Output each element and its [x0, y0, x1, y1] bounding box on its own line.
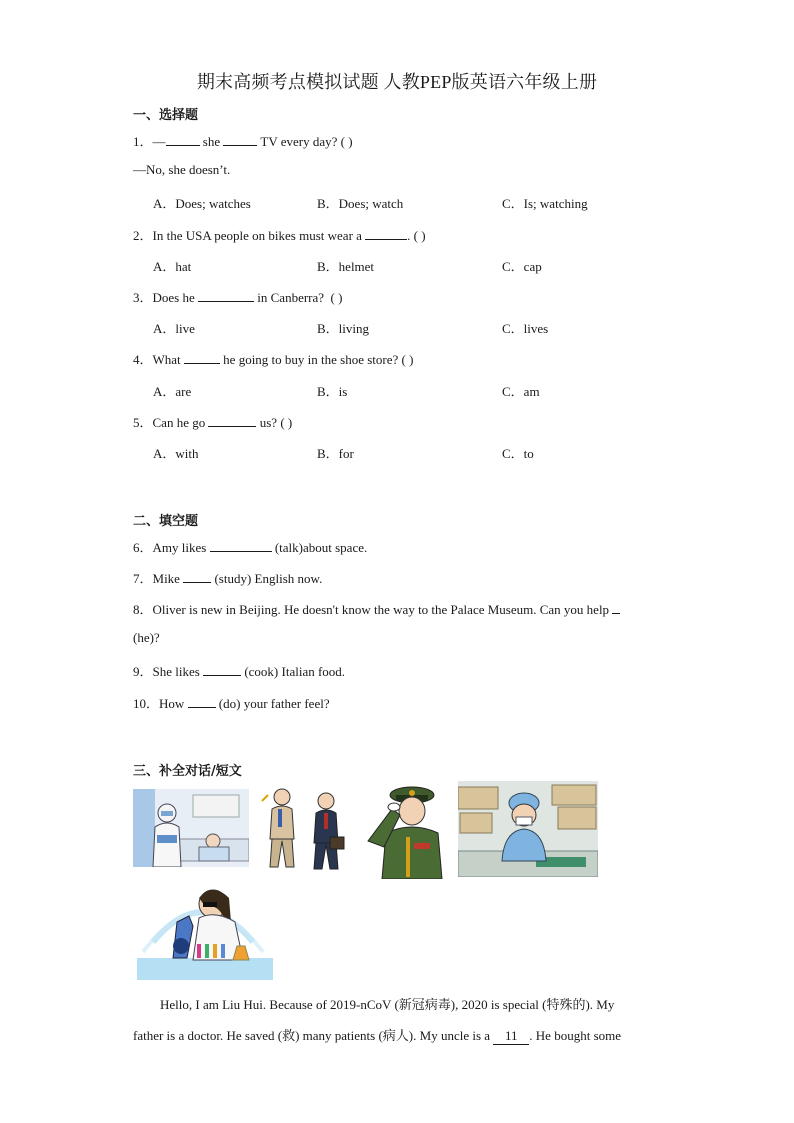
option-4c[interactable]: C．am [502, 384, 540, 399]
option-1b[interactable]: B．Does; watch [317, 196, 404, 211]
answer-blank[interactable] [184, 351, 220, 364]
soldier-image [362, 781, 448, 879]
answer-paren[interactable]: ( ) [340, 134, 353, 149]
answer-blank[interactable] [208, 414, 256, 427]
fill-item-6: 6．Amy likes (talk)about space. [133, 540, 368, 555]
fill-item-7: 7．Mike (study) English now. [133, 571, 323, 586]
option-5c[interactable]: C．to [502, 446, 534, 461]
answer-blank[interactable] [612, 601, 620, 614]
answer-blank[interactable] [166, 133, 200, 146]
answer-blank[interactable] [365, 227, 407, 240]
fill-item-8: 8．Oliver is new in Beijing. He doesn't know the way to the Palace Museum. Can you help [133, 599, 620, 618]
option-1a[interactable]: A．Does; watches [153, 196, 251, 211]
question-1-line2: —No, she doesn’t. [133, 162, 231, 177]
section-heading-2: 二、填空题 [133, 514, 199, 529]
answer-paren[interactable]: ( ) [413, 228, 426, 243]
option-5b[interactable]: B．for [317, 446, 354, 461]
answer-blank[interactable] [198, 289, 254, 302]
option-3c[interactable]: C．lives [502, 321, 549, 336]
section-heading-1: 一、选择题 [133, 108, 199, 123]
section-heading-3: 三、补全对话/短文 [133, 764, 242, 779]
fill-item-8-line2: (he)? [133, 630, 160, 645]
answer-blank[interactable] [203, 663, 241, 676]
option-3a[interactable]: A．live [153, 321, 195, 336]
answer-blank[interactable] [183, 570, 211, 583]
page-title: 期末高频考点模拟试题 人教PEP版英语六年级上册 [196, 72, 598, 92]
passage-line-1: Hello, I am Liu Hui. Because of 2019-nCoV (新冠病毒), 2020 is special (特殊的). My [160, 997, 615, 1012]
doctor-hospital-image [133, 789, 249, 867]
question-3: 3．Does he in Canberra? ( ) [133, 290, 343, 305]
option-4b[interactable]: B．is [317, 384, 348, 399]
option-2b[interactable]: B．helmet [317, 259, 375, 274]
option-1c[interactable]: C．Is; watching [502, 196, 588, 211]
scientist-image [133, 882, 273, 980]
question-4: 4．What he going to buy in the shoe store? ( ) [133, 352, 414, 367]
answer-blank[interactable] [210, 539, 272, 552]
option-2c[interactable]: C．cap [502, 259, 542, 274]
fill-item-10: 10．How (do) your father feel? [133, 696, 330, 711]
question-5: 5．Can he go us? ( ) [133, 415, 293, 430]
answer-paren[interactable]: ( ) [401, 352, 414, 367]
option-4a[interactable]: A．are [153, 384, 192, 399]
option-5a[interactable]: A．with [153, 446, 199, 461]
passage-blank-11[interactable]: 11 [493, 1028, 529, 1045]
question-2: 2．In the USA people on bikes must wear a . ( ) [133, 228, 426, 243]
answer-blank[interactable] [223, 133, 257, 146]
answer-paren[interactable]: ( ) [280, 415, 293, 430]
option-2a[interactable]: A．hat [153, 259, 192, 274]
passage-line-2: father is a doctor. He saved (救) many patients (病人). My uncle is a 11 . He bought some [133, 1028, 622, 1043]
answer-paren[interactable]: ( ) [330, 290, 343, 305]
businessmen-image [258, 781, 350, 873]
question-1: 1．— she TV every day? ( ) [133, 134, 353, 149]
factory-worker-image [458, 781, 598, 877]
fill-item-9: 9．She likes (cook) Italian food. [133, 664, 346, 679]
answer-blank[interactable] [188, 695, 216, 708]
option-3b[interactable]: B．living [317, 321, 370, 336]
